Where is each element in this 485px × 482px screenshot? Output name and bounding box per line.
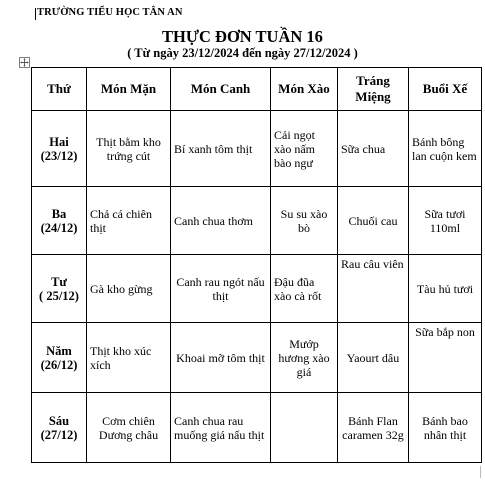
table-row xyxy=(32,255,482,323)
text-cursor xyxy=(35,8,36,20)
header-afternoon-snack: Buổi Xế xyxy=(409,68,482,111)
snack-cell: Bánh bông lan cuộn kem xyxy=(409,111,482,187)
soup-cell: Canh chua thơm xyxy=(171,187,271,255)
stir-fry-cell: Mướp hương xào giá xyxy=(271,323,338,393)
day-cell: Sáu (27/12) xyxy=(32,393,87,463)
soup-cell: Khoai mỡ tôm thịt xyxy=(171,323,271,393)
menu-title: THỰC ĐƠN TUẦN 16 xyxy=(162,27,323,46)
weekly-menu-table xyxy=(31,67,482,463)
snack-cell: Sữa bắp non xyxy=(409,323,482,393)
table-header-row xyxy=(32,68,482,111)
day-cell: Ba (24/12) xyxy=(32,187,87,255)
soup-cell: Bí xanh tôm thịt xyxy=(171,111,271,187)
header-dessert: Tráng Miệng xyxy=(338,68,409,111)
day-cell: Hai (23/12) xyxy=(32,111,87,187)
table-row xyxy=(32,111,482,187)
main-dish-cell: Thịt kho xúc xích xyxy=(87,323,171,393)
soup-cell: Canh chua rau muống giá nấu thịt xyxy=(171,393,271,463)
dessert-cell: Bánh Flan caramen 32g xyxy=(338,393,409,463)
table-row xyxy=(32,393,482,463)
stir-fry-cell: Đậu đũa xào cà rốt xyxy=(271,255,338,323)
snack-cell: Sữa tươi 110ml xyxy=(409,187,482,255)
dessert-cell: Chuối cau xyxy=(338,187,409,255)
main-dish-cell: Chả cá chiên thịt xyxy=(87,187,171,255)
header-stir-fry: Món Xào xyxy=(271,68,338,111)
table-row xyxy=(32,187,482,255)
stir-fry-cell xyxy=(271,393,338,463)
dessert-cell: Sữa chua xyxy=(338,111,409,187)
day-cell: Năm (26/12) xyxy=(32,323,87,393)
table-resize-handle[interactable] xyxy=(480,466,481,478)
dessert-cell: Yaourt dâu xyxy=(338,323,409,393)
dessert-cell: Rau câu viên xyxy=(338,255,409,323)
header-soup: Món Canh xyxy=(171,68,271,111)
soup-cell: Canh rau ngót nấu thịt xyxy=(171,255,271,323)
main-dish-cell: Thịt bằm kho trứng cút xyxy=(87,111,171,187)
main-dish-cell: Gà kho gừng xyxy=(87,255,171,323)
header-main-dish: Món Mặn xyxy=(87,68,171,111)
snack-cell: Tàu hủ tươi xyxy=(409,255,482,323)
table-row xyxy=(32,323,482,393)
menu-date-range: ( Từ ngày 23/12/2024 đến ngày 27/12/2024 ) xyxy=(127,46,358,60)
header-day: Thứ xyxy=(32,68,87,111)
table-move-handle-icon[interactable] xyxy=(19,57,30,68)
stir-fry-cell: Su su xào bò xyxy=(271,187,338,255)
stir-fry-cell: Cải ngọt xào nấm bào ngư xyxy=(271,111,338,187)
main-dish-cell: Cơm chiên Dương châu xyxy=(87,393,171,463)
school-name: TRƯỜNG TIỂU HỌC TÂN AN xyxy=(37,7,183,18)
snack-cell: Bánh bao nhân thịt xyxy=(409,393,482,463)
day-cell: Tư ( 25/12) xyxy=(32,255,87,323)
